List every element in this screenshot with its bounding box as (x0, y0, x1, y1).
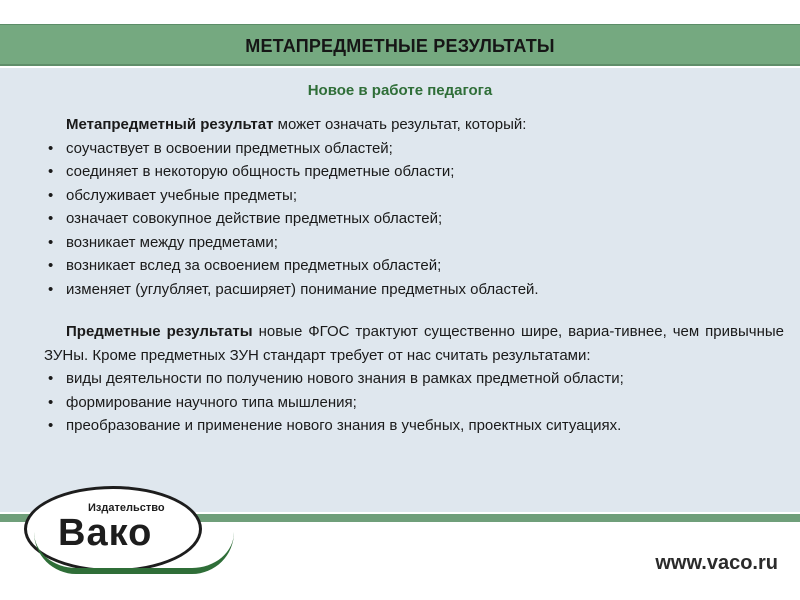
list-item: • формирование научного типа мышления; (44, 391, 784, 415)
section-metasubject-term: Метапредметный результат (66, 116, 274, 133)
metasubject-list (44, 137, 784, 302)
top-band (0, 0, 800, 22)
list-item: • возникает вслед за освоением предметных областей; (44, 254, 784, 278)
list-item: • возникает между предметами; (44, 231, 784, 255)
logo-small-text: Издательство (88, 502, 165, 514)
header-bar (0, 24, 800, 66)
list-item: • виды деятельности по получению нового знания в рамках предметной области; (44, 367, 784, 391)
section-metasubject-intro (44, 113, 784, 137)
website-link[interactable]: www.vaco.ru (655, 552, 778, 574)
subtitle: Новое в работе педагога (307, 82, 493, 99)
list-item: • соединяет в некоторую общность предметные области; (44, 160, 784, 184)
section-subject (44, 320, 784, 438)
list-item: • обслуживает учебные предметы; (44, 184, 784, 208)
section-metasubject (44, 113, 784, 301)
page-title: МЕТАПРЕДМЕТНЫЕ РЕЗУЛЬТАТЫ (245, 36, 555, 56)
section-subject-term: Предметные результаты (66, 323, 253, 340)
list-item: • преобразование и применение нового знания в учебных, проектных ситуациях. (44, 414, 784, 438)
subject-list (44, 367, 784, 438)
section-subject-intro-text: новые ФГОС трактуют существенно шире, вариа-тивнее, чем привычные ЗУНы. Кроме предметных ЗУН стандарт требует от нас считать результатами: (44, 323, 784, 364)
publisher-logo (24, 486, 204, 574)
list-item: • означает совокупное действие предметных областей; (44, 207, 784, 231)
logo-main-text: Вако (58, 512, 153, 554)
list-item: • соучаствует в освоении предметных областей; (44, 137, 784, 161)
section-metasubject-intro-text: может означать результат, который: (273, 116, 527, 133)
list-item: • изменяет (углубляет, расширяет) понимание предметных областей. (44, 278, 784, 302)
section-subject-intro (44, 320, 784, 367)
